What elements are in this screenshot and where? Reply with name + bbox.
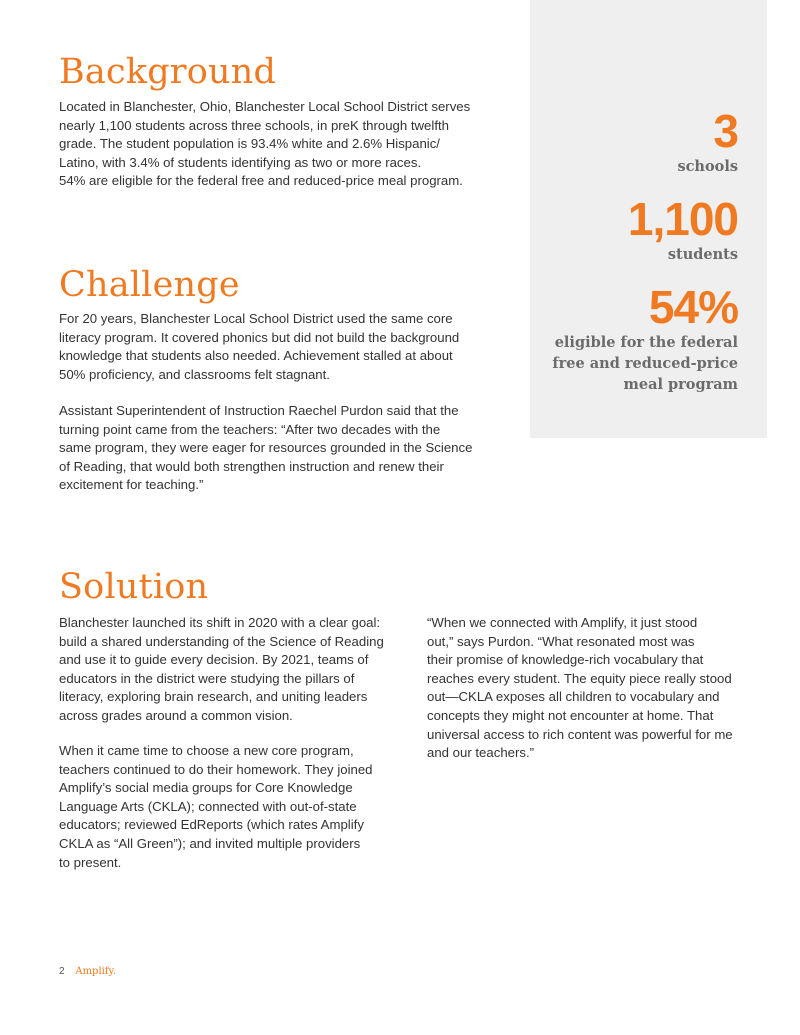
page-number: 2 bbox=[59, 966, 65, 977]
challenge-body-2: Assistant Superintendent of Instruction Raechel Purdon said that the turning point came from the teachers: “After two decades with the same program, they were eager for resources grounded in the Science of Reading, that would both strengthen instruction and renew their excitement for teaching.” bbox=[59, 403, 473, 493]
stat-label: students bbox=[667, 246, 738, 263]
stats-panel bbox=[530, 0, 767, 438]
stat-label: eligible for the federal free and reduced-price meal program bbox=[552, 334, 738, 393]
stat-meal-eligible bbox=[552, 281, 738, 395]
stat-value: 54% bbox=[648, 281, 738, 333]
stat-label: schools bbox=[677, 158, 738, 175]
page-footer bbox=[59, 966, 116, 977]
amplify-logo: Amplify. bbox=[75, 966, 117, 977]
background-heading: Background bbox=[59, 52, 277, 92]
challenge-heading: Challenge bbox=[59, 265, 240, 305]
solution-right-quote: “When we connected with Amplify, it just stood out,” says Purdon. “What resonated most was their promise of knowledge-rich vocabulary that reaches every student. The equity piece really stood out—CKLA exposes all children to vocabulary and concepts they might not encounter at home. That universal access to rich content was powerful for me and our teachers.” bbox=[427, 615, 733, 761]
background-body: Located in Blanchester, Ohio, Blanchester Local School District serves nearly 1,100 students across three schools, in preK through twelfth grade. The student population is 93.4% white and 2.6% Hispanic/ Latino, with 3.4% of students identifying as two or more races. 54% are eligible for the federal free and reduced-price meal program. bbox=[59, 99, 471, 189]
stat-value: 3 bbox=[713, 105, 738, 157]
solution-left-body-1: Blanchester launched its shift in 2020 with a clear goal: build a shared understanding of the Science of Reading and use it to guide every decision. By 2021, teams of educators in the district were studying the pillars of literacy, exploring brain research, and uniting leaders across grades around a common vision. bbox=[59, 615, 384, 723]
solution-heading: Solution bbox=[59, 567, 209, 607]
stat-schools bbox=[677, 105, 738, 177]
solution-left-body-2: When it came time to choose a new core program, teachers continued to do their homework. They joined Amplify’s social media groups for Core Knowledge Language Arts (CKLA); connected with out-of-state educators; reviewed EdReports (which rates Amplify CKLA as “All Green”); and invited multiple providers to present. bbox=[59, 743, 373, 870]
stat-value: 1,100 bbox=[627, 193, 738, 245]
challenge-body-1: For 20 years, Blanchester Local School District used the same core literacy program. It covered phonics but did not build the background knowledge that students also needed. Achievement stalled at about 50% proficiency, and classrooms felt stagnant. bbox=[59, 311, 460, 382]
stat-students bbox=[627, 193, 738, 265]
